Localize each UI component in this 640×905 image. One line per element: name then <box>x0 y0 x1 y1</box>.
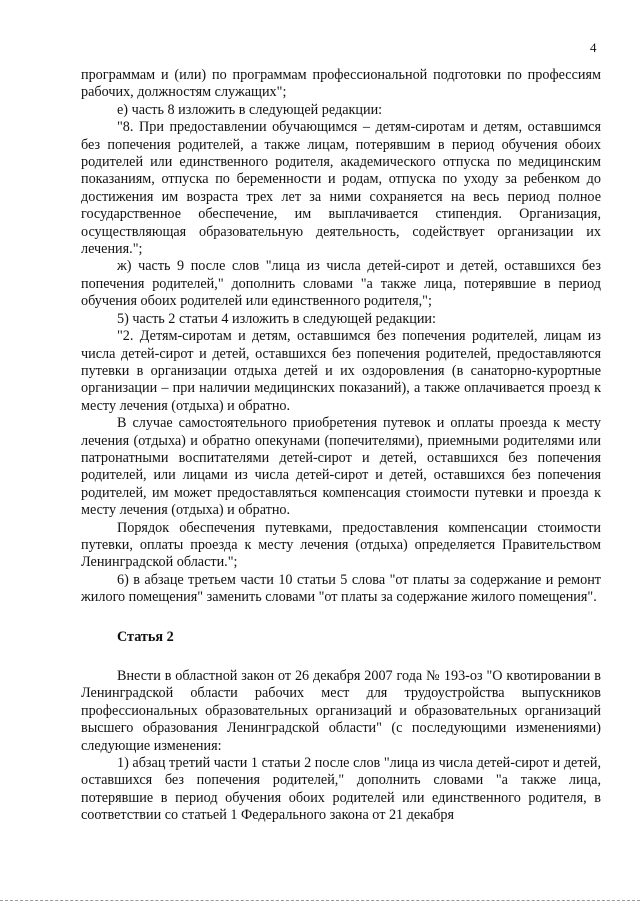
paragraph-quote-part-2: "2. Детям-сиротам и детям, оставшимся без попечения родителей, лицам из числа детей-сирот и детей, оставшихся без попечения родителей, предоставляются путевки в организации отдыха детей и их оздоровления (в санаторно-курортные организации – при наличии медицинских показаний), а также оплачивается проезд к месту лечения (отдыха) и обратно. <box>81 328 601 414</box>
page-bottom-edge <box>0 900 640 903</box>
paragraph-item-5: 5) часть 2 статьи 4 изложить в следующей редакции: <box>117 310 436 327</box>
paragraph-item-6: 6) в абзаце третьем части 10 статьи 5 слова "от платы за содержание и ремонт жилого помещения" заменить словами "от платы за содержание жилого помещения". <box>81 571 601 606</box>
paragraph-self-purchase: В случае самостоятельного приобретения путевок и оплаты проезда к месту лечения (отдыха) и обратно опекунами (попечителями), приемными родителями или патронатными воспитателями детей-сирот и детей, оставшихся без попечения родителей, или лицами из числа детей-сирот и детей, оставшихся без попечения родителей, им может предоставляться компенсация стоимости путевки и проезда к месту лечения (отдыха) и обратно. <box>81 415 601 519</box>
page-number: 4 <box>590 40 597 55</box>
paragraph-continuation: программам и (или) по программам профессиональной подготовки по профессиям рабочих, должностям служащих"; <box>81 67 601 101</box>
paragraph-article-intro: Внести в областной закон от 26 декабря 2007 года № 193-оз "О квотировании в Ленинградской области рабочих мест для трудоустройства выпускников профессиональных образовательных организаций и образовательных организаций высшего образования Ленинградской области" (с последующими изменениями) следующие изменения: <box>81 668 601 754</box>
paragraph-item-zh: ж) часть 9 после слов "лица из числа детей-сирот и детей, оставшихся без попечения родителей," дополнить словами "а также лица, потерявшие в период обучения обоих родителей или единственного родителя,"; <box>81 258 601 310</box>
article-heading: Статья 2 <box>117 628 174 645</box>
document-body <box>81 67 601 825</box>
paragraph-item-e: е) часть 8 изложить в следующей редакции: <box>117 101 383 118</box>
paragraph-article-item-1: 1) абзац третий части 1 статьи 2 после слов "лица из числа детей-сирот и детей, оставшихся без попечения родителей," дополнить словами "а также лица, потерявшие в период обучения обоих родителей или единственного родителя, в соответствии со статьей 1 Федерального закона от 21 декабря <box>81 755 601 824</box>
paragraph-quote-part-8: "8. При предоставлении обучающимся – детям-сиротам и детям, оставшимся без попечения родителей, а также лицам, потерявшим в период обучения обоих родителей или единственного родителя, академического отпуска по медицинским показаниям, отпуска по беременности и родам, отпуска по уходу за ребенком до достижения им возраста трех лет за ними сохраняется на весь период полное государственное обеспечение, им выплачивается стипендия. Организация, осуществляющая образовательную деятельность, содействует организации их лечения."; <box>81 119 601 258</box>
paragraph-procedure: Порядок обеспечения путевками, предоставления компенсации стоимости путевки, оплаты проезда к месту лечения (отдыха) определяется Правительством Ленинградской области."; <box>81 519 601 571</box>
